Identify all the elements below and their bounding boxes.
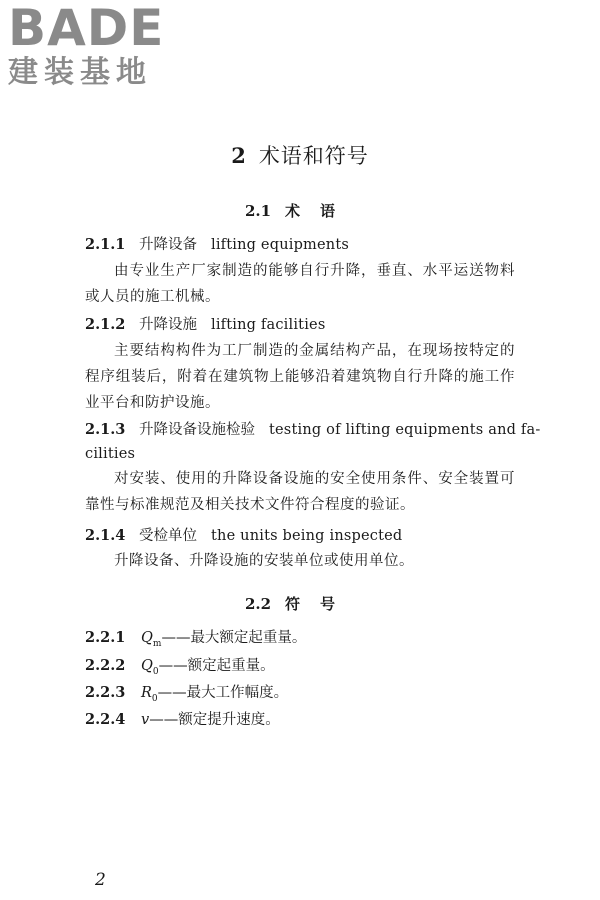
symbol-description: ——额定提升速度。: [149, 712, 280, 728]
symbol-entry: [85, 656, 275, 682]
page-number: 2: [95, 870, 106, 890]
section-label: 符号: [285, 595, 356, 613]
section-label: 术语: [285, 202, 356, 220]
section-number: 2.1: [244, 202, 272, 220]
symbol: R: [141, 685, 152, 701]
term-definition: 由专业生产厂家制造的能够自行升降，垂直、水平运送物料或人员的施工机械。: [85, 263, 515, 305]
term-cn: 升降设备: [139, 237, 197, 253]
symbol-entry: [85, 683, 288, 709]
logo-wordmark: BADE: [8, 0, 165, 57]
symbol: v: [141, 712, 150, 728]
symbol-number: 2.2.1: [85, 629, 126, 646]
term-number: 2.1.3: [85, 421, 126, 438]
term-number: 2.1.4: [85, 527, 126, 544]
symbol-subscript: 0: [151, 693, 158, 704]
term-definition: 对安装、使用的升降设备设施的安全使用条件、安全装置可靠性与标准规范及相关技术文件符合程度的验证。: [85, 471, 515, 513]
term-cn: 升降设备设施检验: [139, 422, 255, 438]
term-definition: 主要结构构件为工厂制造的金属结构产品，在现场按特定的程序组装后，附着在建筑物上能够沿着建筑物自行升降的施工作业平台和防护设施。: [85, 343, 515, 411]
term-definition: 升降设备、升降设施的安装单位或使用单位。: [114, 553, 414, 569]
symbol-entry: [85, 710, 280, 736]
symbol: Q: [141, 658, 153, 674]
symbol-description: ——最大额定起重量。: [161, 630, 307, 646]
symbol-number: 2.2.3: [85, 684, 126, 701]
symbol-subscript: m: [152, 638, 162, 649]
symbol-number: 2.2.4: [85, 711, 126, 728]
section-number: 2.2: [244, 595, 272, 613]
term-heading: [85, 235, 515, 255]
symbol-description: ——最大工作幅度。: [157, 685, 289, 701]
term-number: 2.1.1: [85, 236, 126, 253]
term-number: 2.1.2: [85, 316, 126, 333]
symbol-subscript: 0: [152, 666, 159, 677]
logo-chinese-text: 建装基地: [8, 55, 152, 90]
term-en: the units being inspected: [211, 528, 403, 544]
term-en: testing of lifting equipments and fa-: [269, 422, 541, 438]
term-cn: 受检单位: [139, 528, 197, 544]
symbol-entry: [85, 628, 306, 654]
section-title-terms: [0, 200, 600, 221]
term-en: lifting facilities: [211, 317, 326, 333]
term-heading: [85, 315, 515, 335]
term-heading: [85, 526, 515, 546]
term-heading: [85, 420, 541, 440]
chapter-number: 2: [231, 143, 247, 168]
symbol-description: ——额定起重量。: [158, 658, 275, 674]
term-en-continued: [85, 444, 515, 464]
term-cn: 升降设施: [139, 317, 197, 333]
symbol-number: 2.2.2: [85, 657, 126, 674]
chapter-title-text: 术语和符号: [258, 144, 369, 168]
term-en: lifting equipments: [211, 237, 349, 253]
chapter-title: [0, 140, 600, 170]
section-title-symbols: [0, 593, 600, 614]
symbol: Q: [141, 630, 153, 646]
bade-logo: [8, 2, 178, 90]
term-en: cilities: [85, 446, 136, 462]
